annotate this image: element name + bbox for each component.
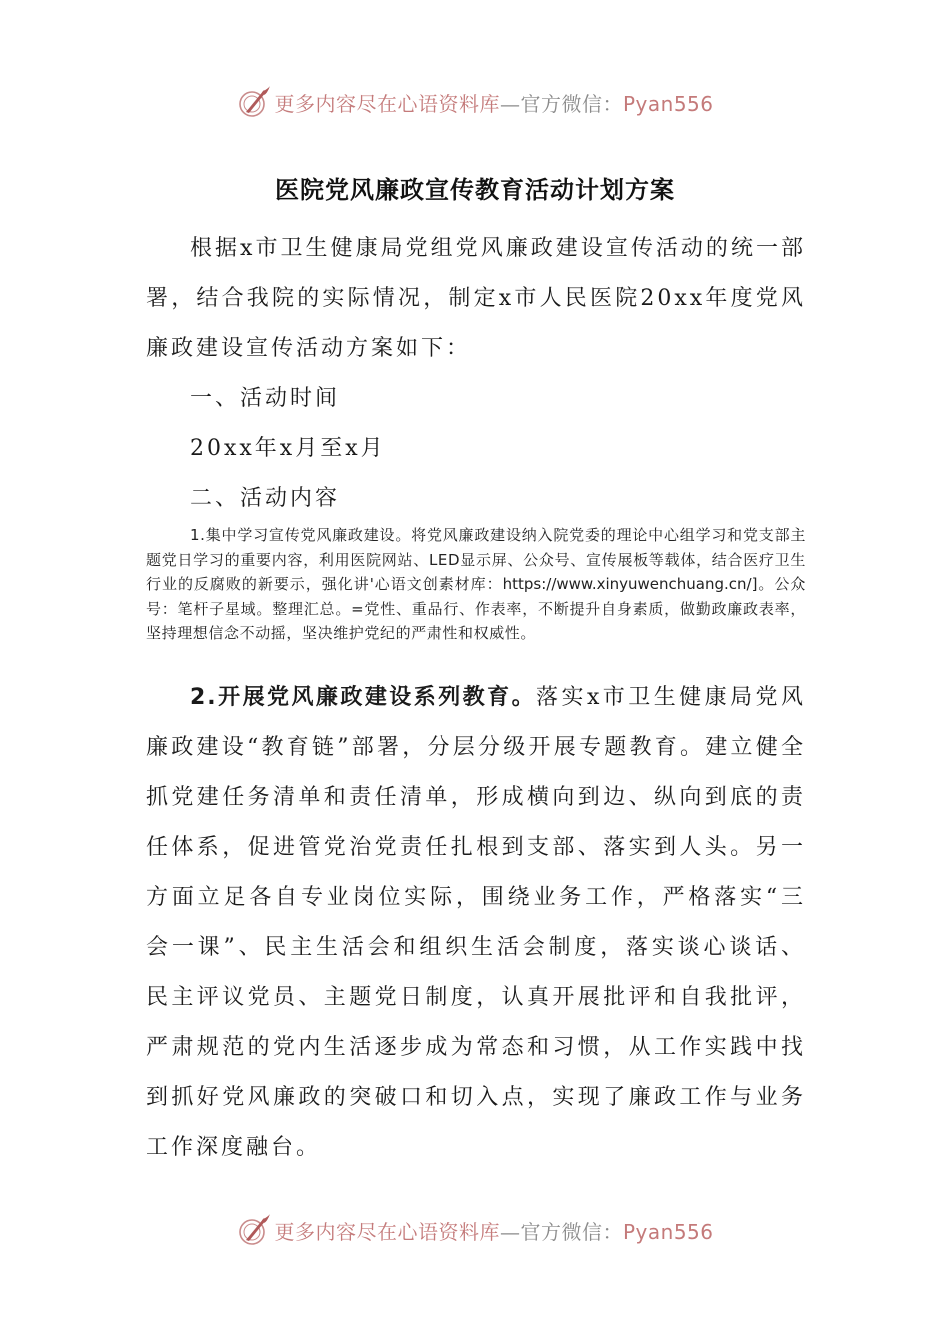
- item1-url: https://www.xinyuwenchuang.cn/: [502, 575, 752, 593]
- item2-block: [146, 673, 806, 1173]
- section1-text: 20xx年x月至x月: [190, 436, 386, 461]
- item2-text: 落实x市卫生健康局党风廉政建设“教育链”部署，分层分级开展专题教育。建立健全抓党建任务清单和责任清单，形成横向到边、纵向到底的责任体系，促进管党治党责任扎根到支部、落实到人头。另一方面立足各自专业岗位实际，围绕业务工作，严格落实“三会一课”、民主生活会和组织生活会制度，落实谈心谈话、民主评议党员、主题党日制度，认真开展批评和自我批评，严肃规范的党内生活逐步成为常态和习惯，从工作实践中找到抓好党风廉政的突破口和切入点，实现了廉政工作与业务工作深度融台。: [146, 685, 806, 1160]
- watermark-text: [274, 88, 713, 117]
- watermark-text: [274, 1216, 713, 1245]
- item2-lead: 2.开展党风廉政建设系列教育。: [190, 685, 537, 710]
- watermark-dash: —: [499, 91, 521, 116]
- document-body-intro: [146, 224, 806, 524]
- intro-paragraph: 根据x市卫生健康局党组党风廉政建设宣传活动的统一部署，结合我院的实际情况，制定x市人民医院20xx年度党风廉政建设宣传活动方案如下：: [146, 236, 806, 361]
- watermark-main: 更多内容尽在心语资料库: [274, 91, 500, 116]
- watermark-label: 官方微信：: [520, 1219, 623, 1244]
- document-title: 医院党风廉政宣传教育活动计划方案: [275, 175, 675, 204]
- watermark-label: 官方微信：: [520, 91, 623, 116]
- header-watermark-banner: [0, 82, 950, 122]
- section1-heading: 一、活动时间: [190, 386, 341, 411]
- watermark-main: 更多内容尽在心语资料库: [274, 1219, 500, 1244]
- watermark-dash: —: [499, 1219, 521, 1244]
- section2-heading: 二、活动内容: [190, 486, 341, 511]
- item2-paragraph: [146, 673, 806, 1173]
- item1-block: [146, 521, 806, 646]
- item1-paragraph: [146, 521, 806, 646]
- footer-watermark-banner: [0, 1210, 950, 1250]
- quill-logo-icon: [236, 1212, 272, 1248]
- item1-text-a: 1.集中学习宣传党风廉政建设。将党风廉政建设纳入院党委的理论中心组学习和党支部主题党日学习的重要内容，利用医院网站、LED显示屏、公众号、宣传展板等载体，结合医疗卫生行业的反腐败的新要示，强化讲'心语文创素材库：: [146, 526, 806, 593]
- item1-text-b: ]。公众号：笔杆子星域。整理汇总。=党性、重品行、作表率，不断提升自身素质，做勤政廉政表率，坚持理想信念不动摇，坚决维护党纪的严肃性和权威性。: [146, 575, 806, 642]
- watermark-wechat-id: Pyan556: [622, 1219, 714, 1244]
- watermark-wechat-id: Pyan556: [622, 91, 714, 116]
- quill-logo-icon: [236, 84, 272, 120]
